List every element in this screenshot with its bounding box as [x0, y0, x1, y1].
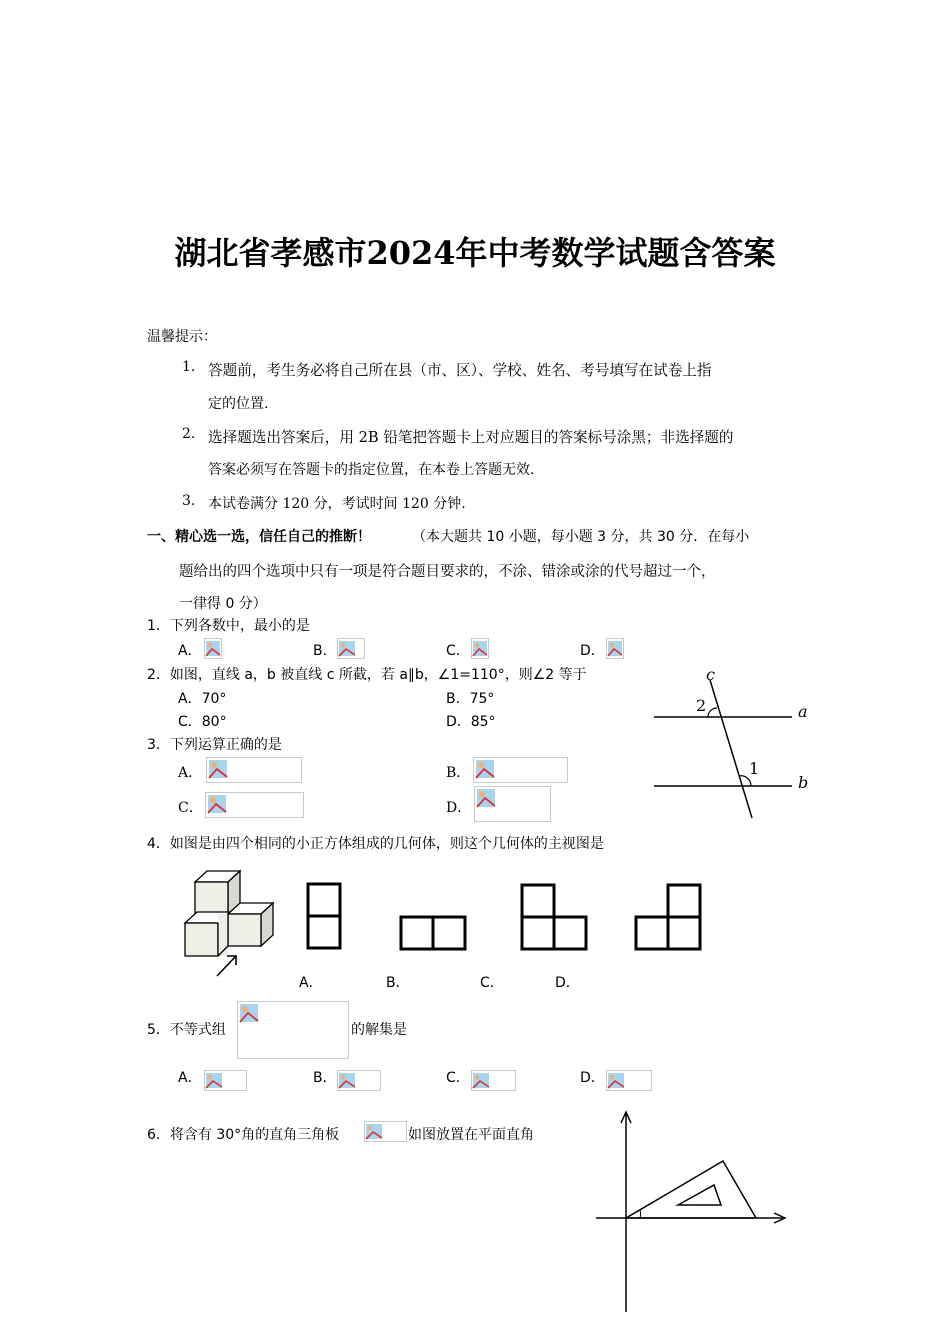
tip-3-text: 本试卷满分 120 分，考试时间 120 分钟.: [208, 496, 466, 512]
q5-option-b-image: [337, 1070, 381, 1091]
question-5-text: 5．不等式组: [147, 1022, 226, 1038]
tip-3-number: 3.: [182, 493, 196, 509]
broken-image-icon: [472, 639, 488, 658]
q4-option-a-label: A．: [299, 975, 323, 991]
label-angle-2: 2: [696, 696, 707, 715]
q1-option-d-image: [606, 638, 624, 659]
q6-triangle-symbol-image: [364, 1121, 407, 1142]
question-2-text: 2．如图，直线 a，b 被直线 c 所截，若 a∥b，∠1=110°，则∠2 等于: [147, 667, 587, 683]
broken-image-icon: [475, 787, 499, 811]
section-1-intro-line3: 一律得 0 分）: [179, 596, 267, 612]
broken-image-icon: [206, 793, 230, 817]
label-c: c: [706, 665, 715, 684]
q3-option-a-label: A．: [178, 765, 203, 781]
q5-option-a-label: A．: [178, 1070, 202, 1086]
q3-option-c-image: [205, 792, 304, 818]
view-arrow-icon: [217, 956, 236, 976]
broken-image-icon: [338, 639, 364, 658]
cubes-solid-figure: [180, 868, 280, 980]
broken-image-icon: [365, 1122, 387, 1141]
question-6-text: 6．将含有 30°角的直角三角板: [147, 1127, 340, 1143]
broken-image-icon: [205, 639, 221, 658]
page-title: 湖北省孝感市2024年中考数学试题含答案: [174, 234, 776, 272]
q1-option-c-image: [471, 638, 489, 659]
q1-option-c-label: C．: [446, 643, 470, 659]
tip-1-text-cont: 定的位置.: [208, 396, 269, 412]
section-1-intro: （本大题共 10 小题，每小题 3 分，共 30 分．在每小: [412, 529, 750, 545]
broken-image-icon: [472, 1071, 494, 1090]
q3-option-d-label: D．: [446, 800, 472, 816]
q3-option-b-label: B．: [446, 765, 471, 781]
q4-option-b-label: B．: [386, 975, 410, 991]
q5-option-a-image: [204, 1070, 247, 1091]
q3-option-d-image: [474, 786, 551, 822]
q5-inequality-image: [237, 1001, 349, 1059]
tip-1-text: 答题前，考生务必将自己所在县（市、区）、学校、姓名、考号填写在试卷上指: [208, 362, 712, 379]
label-angle-1: 1: [749, 759, 760, 778]
tips-heading: 温馨提示：: [147, 329, 217, 345]
parallel-lines-figure: [640, 660, 820, 825]
q5-option-d-label: D．: [580, 1070, 605, 1086]
section-1-heading: 一、精心选一选，信任自己的推断！: [147, 529, 371, 545]
broken-image-icon: [607, 1071, 629, 1090]
q1-option-a-image: [204, 638, 222, 659]
label-b: b: [798, 773, 809, 792]
q5-option-c-label: C．: [446, 1070, 470, 1086]
q4-option-d-label: D．: [555, 975, 580, 991]
section-1-intro-line2: 题给出的四个选项中只有一项是符合题目要求的，不涂、错涂或涂的代号超过一个，: [179, 564, 716, 580]
q1-option-b-image: [337, 638, 365, 659]
q1-option-a-label: A．: [178, 643, 202, 659]
q3-option-b-image: [473, 757, 568, 783]
tip-2-text: 选择题选出答案后，用 2B 铅笔把答题卡上对应题目的答案标号涂黑；非选择题的: [208, 429, 734, 446]
q2-option-c: C．80°: [178, 714, 227, 730]
question-5-text-end: 的解集是: [351, 1022, 407, 1038]
q4-view-options: [300, 878, 720, 958]
q3-option-c-label: C．: [178, 800, 203, 816]
q3-option-a-image: [206, 757, 302, 783]
coordinate-set-square-figure: [590, 1108, 790, 1314]
q5-option-d-image: [606, 1070, 652, 1091]
broken-image-icon: [607, 639, 623, 658]
broken-image-icon: [207, 758, 231, 782]
q2-option-d: D．85°: [446, 714, 496, 730]
tip-2-number: 2.: [182, 426, 196, 442]
tip-2-text-cont: 答案必须写在答题卡的指定位置，在本卷上答题无效.: [208, 462, 535, 478]
q2-option-b: B．75°: [446, 691, 495, 707]
broken-image-icon: [474, 758, 498, 782]
question-3-text: 3．下列运算正确的是: [147, 737, 282, 753]
broken-image-icon: [238, 1002, 262, 1026]
tip-1-number: 1.: [182, 359, 196, 375]
question-4-text: 4．如图是由四个相同的小正方体组成的几何体，则这个几何体的主视图是: [147, 836, 604, 852]
q5-option-c-image: [471, 1070, 516, 1091]
q5-option-b-label: B．: [313, 1070, 337, 1086]
q1-option-d-label: D．: [580, 643, 605, 659]
q1-option-b-label: B．: [313, 643, 337, 659]
question-6-text-end: 如图放置在平面直角: [408, 1127, 534, 1143]
question-1-text: 1．下列各数中，最小的是: [147, 618, 310, 634]
label-a: a: [798, 702, 808, 721]
q4-option-c-label: C．: [480, 975, 504, 991]
broken-image-icon: [338, 1071, 360, 1090]
q2-option-a: A．70°: [178, 691, 227, 707]
broken-image-icon: [205, 1071, 227, 1090]
